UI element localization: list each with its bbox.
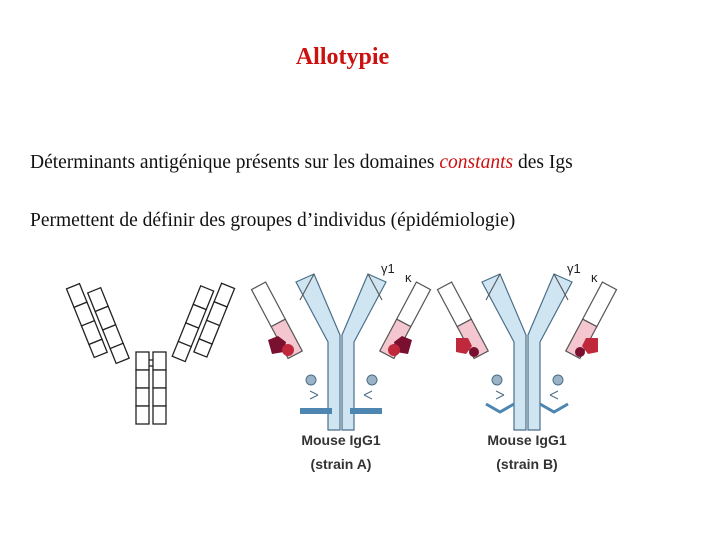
strain-a-light-label: κ — [405, 270, 412, 285]
strain-b-heavy-chains — [482, 274, 572, 430]
line1-emphasis: constants — [439, 152, 514, 173]
line1-after: des Igs — [513, 152, 573, 173]
generic-fc-stem — [136, 352, 166, 424]
strain-b-caption-1: Mouse IgG1 — [487, 432, 567, 448]
strain-a-caption-2: (strain A) — [310, 456, 372, 472]
text-line-groupes: Permettent de définir des groupes d’individus (épidémiologie) — [30, 210, 516, 231]
strain-b-heavy-allotype-markers — [486, 404, 568, 412]
strain-a-caption-1: Mouse IgG1 — [301, 432, 381, 448]
strain-b-heavy-label: γ1 — [567, 261, 581, 276]
strain-b-light-label: κ — [591, 270, 598, 285]
line1-before: Déterminants antigénique présents sur les domaines — [30, 152, 440, 173]
strain-a-heavy-chains — [296, 274, 386, 430]
antibody-strain-b — [437, 261, 616, 472]
antibody-strain-a — [251, 261, 430, 472]
strain-a-heavy-label: γ1 — [381, 261, 395, 276]
slide-title: Allotypie — [295, 44, 390, 70]
strain-b-caption-2: (strain B) — [496, 456, 558, 472]
antibody-generic — [67, 283, 235, 424]
strain-a-heavy-allotype-markers — [300, 408, 382, 414]
